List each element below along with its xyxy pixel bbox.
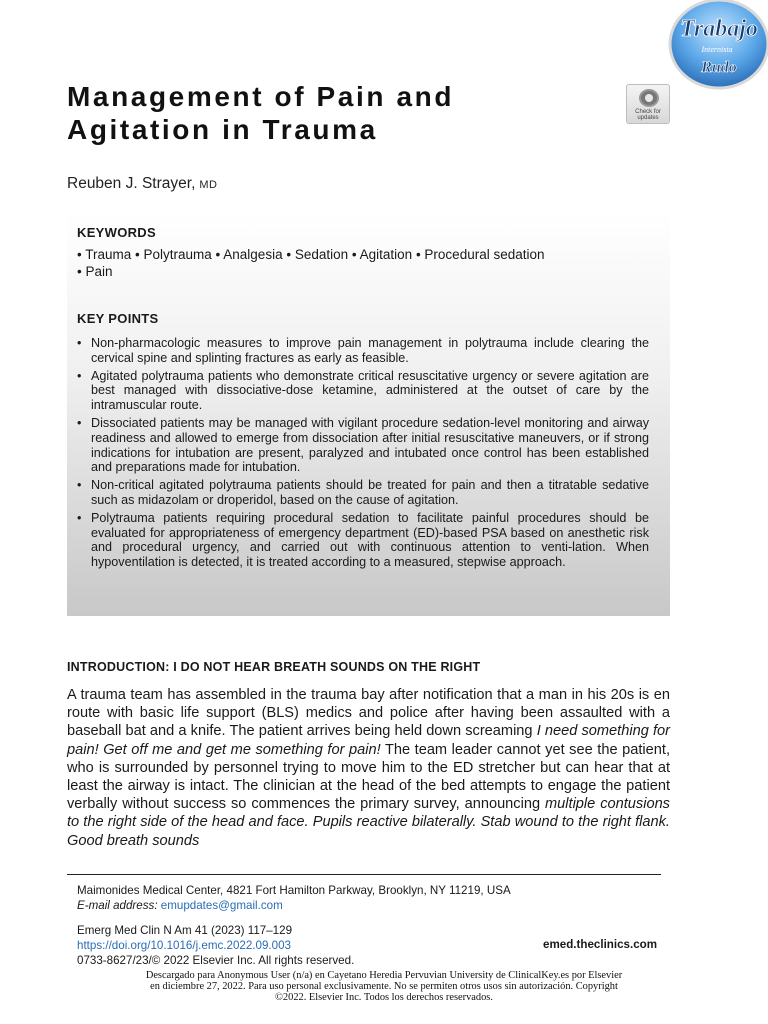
logo-text-2: Internista xyxy=(701,45,733,54)
keyword-bullet: • xyxy=(135,247,144,262)
keyword-item: Agitation xyxy=(359,247,413,262)
keyword-item: Trauma xyxy=(85,247,132,262)
intro-text-2: The team leader cannot yet see the patient, who is surrounded by personnel trying to move him to the ED stretcher but can hear that at least the airway is intact. The clinician at the head of the bed attempts to engage the patient verbally without success so commences the primary survey, announcing xyxy=(67,741,670,813)
author-degree: MD xyxy=(199,179,218,191)
key-point-item: • Polytrauma patients requiring procedural sedation to facilitate painful procedures should be evaluated for appropriateness of emergency department (ED)-based PSA based on anesthetic risk and procedural urgency, and carried out with continuous attention to venti-lation. When hypoventilation is detected, it is treated according to a measured, stepwise approach. xyxy=(77,511,649,570)
introduction-heading: INTRODUCTION: I DO NOT HEAR BREATH SOUNDS ON THE RIGHT xyxy=(67,660,481,674)
doi-link[interactable]: https://doi.org/10.1016/j.emc.2022.09.003 xyxy=(77,939,291,952)
check-updates-label: Check for updates xyxy=(635,109,661,121)
article-title: Management of Pain and Agitation in Trauma xyxy=(67,81,455,145)
keyword-bullet: • xyxy=(77,247,86,262)
issn-copyright: 0733-8627/23/© 2022 Elsevier Inc. All rights reserved. xyxy=(77,954,355,967)
author-name: Reuben J. Strayer, xyxy=(67,175,196,192)
logo-text-3: Rudo xyxy=(701,59,737,76)
keyword-item: Analgesia xyxy=(223,247,283,262)
keywords-keypoints-box xyxy=(67,212,670,616)
intro-quote-2: multiple contusions to the right side of the head and face. Pupils reactive bilaterally. Stab wound to the right flank. Good breath sounds xyxy=(67,796,670,849)
keyword-item: Procedural sedation xyxy=(424,247,545,262)
affiliation: Maimonides Medical Center, 4821 Fort Hamilton Parkway, Brooklyn, NY 11219, USA xyxy=(77,884,511,897)
citation-block xyxy=(77,923,354,968)
keyword-bullet: • xyxy=(215,247,224,262)
key-points-list xyxy=(77,336,649,573)
keyword-item: Pain xyxy=(85,264,113,279)
email-row xyxy=(77,898,283,914)
email-label: E-mail address: xyxy=(77,899,158,912)
trabajo-rudo-logo xyxy=(667,0,768,90)
keyword-bullet: • xyxy=(77,264,86,279)
keyword-item: Sedation xyxy=(294,247,349,262)
keyword-bullet: • xyxy=(415,247,425,262)
key-point-item: • Non-critical agitated polytrauma patients should be treated for pain and then a titratable sedative such as midazolam or droperidol, based on the cause of agitation. xyxy=(77,478,649,508)
key-point-item: • Agitated polytrauma patients who demonstrate critical resuscitative urgency or severe agitation are best managed with dissociative-dose ketamine, administered at the outset of care by the intramuscular route. xyxy=(77,369,649,413)
keyword-bullet: • xyxy=(286,247,295,262)
keyword-bullet: • xyxy=(351,247,360,262)
logo-text-1: Trabajo xyxy=(680,16,758,42)
footnote-divider xyxy=(67,874,661,875)
keywords-heading: KEYWORDS xyxy=(77,225,156,240)
key-point-item: • Dissociated patients may be managed with vigilant procedure sedation-level monitoring and airway readiness and allowed to emerge from dissociation after initial resuscitative maneuvers, or if strong indications for intubation are present, paralyzed and intubated once control has been established and preparations made for intubation. xyxy=(77,416,649,475)
check-for-updates-badge[interactable] xyxy=(626,84,670,124)
journal-citation: Emerg Med Clin N Am 41 (2023) 117–129 xyxy=(77,924,293,937)
author-line xyxy=(67,175,217,193)
journal-site[interactable]: emed.theclinics.com xyxy=(543,938,658,951)
intro-quote-1: I need something for pain! Get off me and get me something for pain! xyxy=(67,723,670,758)
key-points-heading: KEY POINTS xyxy=(77,311,159,326)
key-point-item: • Non-pharmacologic measures to improve pain management in polytrauma include clearing the cervical spine and splinting fractures as early as feasible. xyxy=(77,336,649,366)
email-link[interactable]: emupdates@gmail.com xyxy=(160,899,283,912)
check-updates-icon xyxy=(639,89,659,107)
intro-text-1: A trauma team has assembled in the trauma bay after notification that a man in his 20s is en route with basic life support (BLS) medics and police after having been assaulted with a baseball bat and a knife. The patient arrives being held down screaming xyxy=(67,687,670,740)
keywords-list xyxy=(77,246,647,280)
keyword-item: Polytrauma xyxy=(143,247,212,262)
introduction-paragraph xyxy=(67,686,670,850)
download-notice: Descargado para Anonymous User (n/a) en Cayetano Heredia Pervuvian University de ClinicalKey.es por Elsevier en diciembre 27, 2022. Para uso personal exclusivamente. No se permiten otros usos sin autorización. Copyright ©2022. Elsevier Inc. Todos los derechos reservados. xyxy=(145,970,623,1003)
